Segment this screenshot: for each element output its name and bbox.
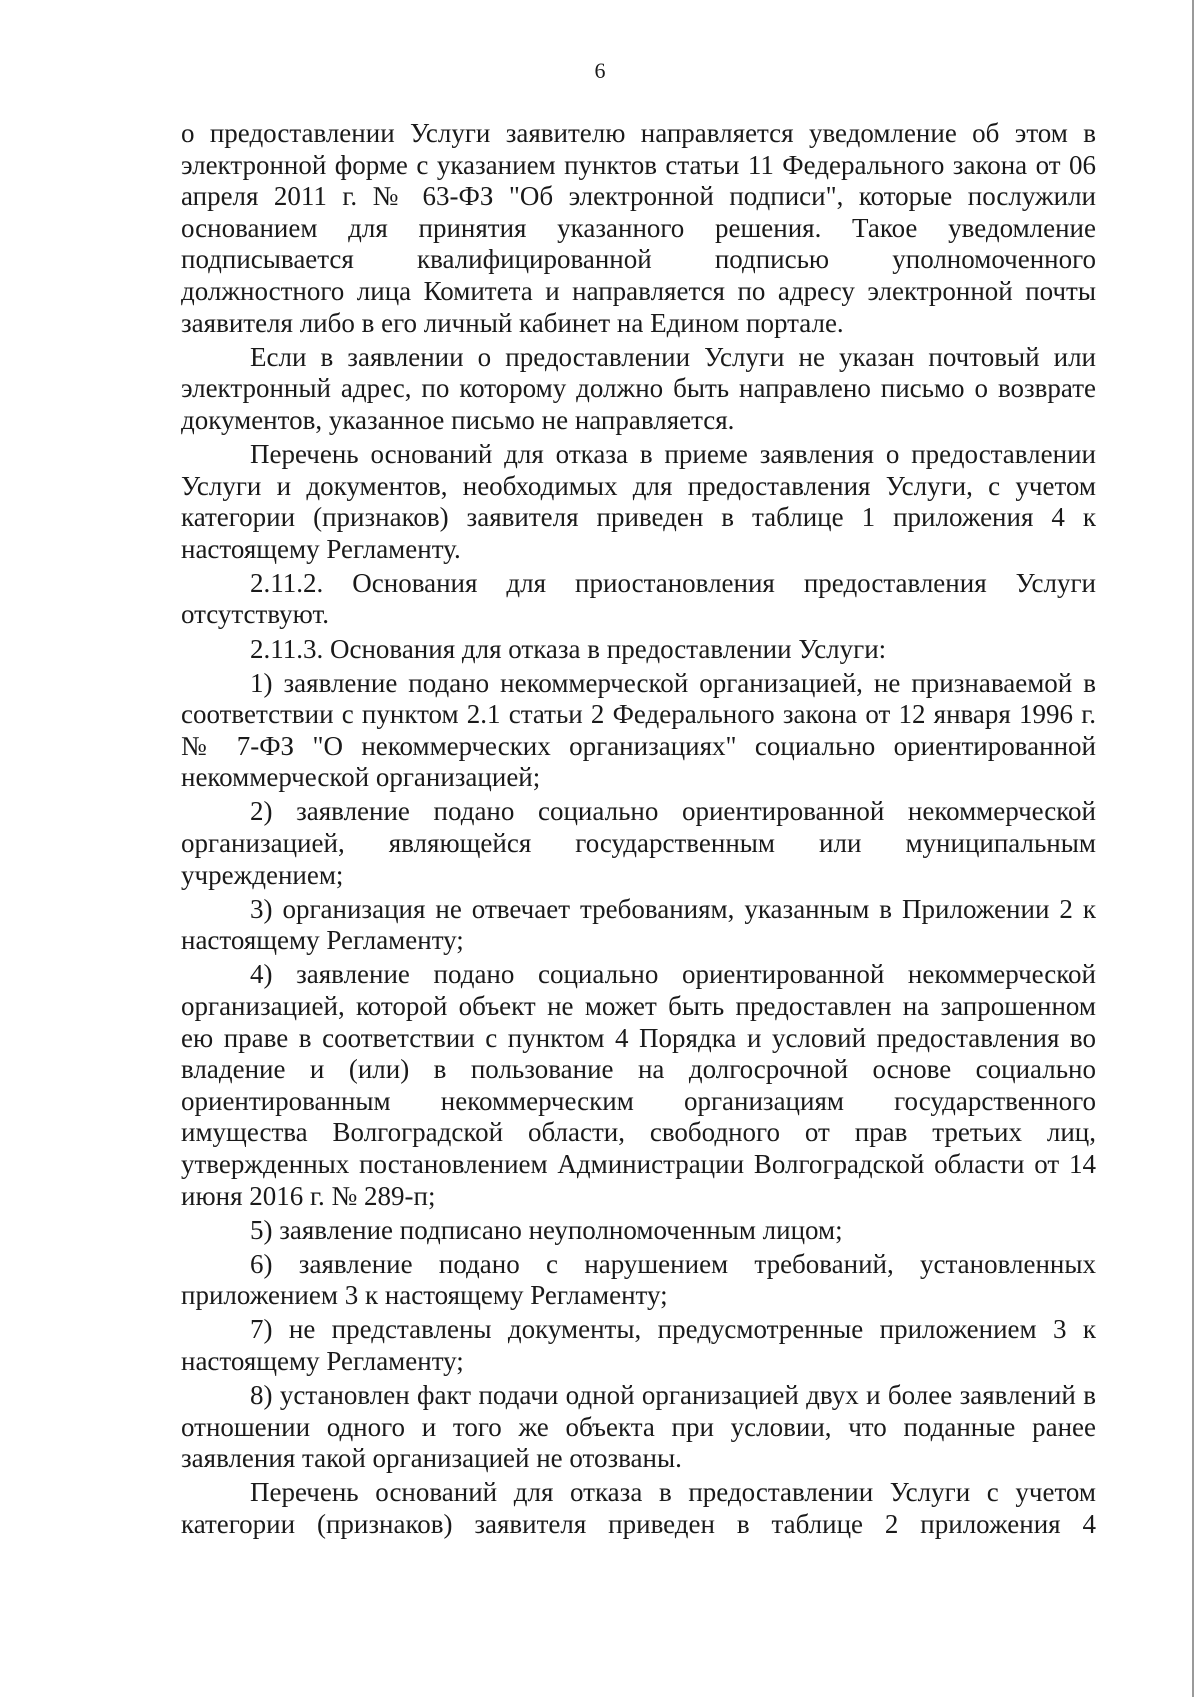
list-item-6: 6) заявление подано с нарушением требований, установленных приложением 3 к настоящему Регламенту; bbox=[181, 1248, 1096, 1311]
list-item-4: 4) заявление подано социально ориентированной некоммерческой организацией, которой объект не может быть предоставлен на запрошенном ею праве в соответствии с пунктом 4 Порядка и условий предоставления во владение и (или) в пользование на долгосрочной основе социально ориентированным некоммерческим организациям государственного имущества Волгоградской области, свободного от прав третьих лиц, утвержденных постановлением Администрации Волгоградской области от 14 июня 2016 г. № 289-п; bbox=[181, 959, 1096, 1211]
document-body bbox=[181, 118, 1096, 1543]
page-number: 6 bbox=[594, 58, 606, 83]
paragraph-missing-address: Если в заявлении о предоставлении Услуги не указан почтовый или электронный адрес, по которому должно быть направлено письмо о возврате документов, указанное письмо не направляется. bbox=[181, 341, 1096, 435]
paragraph-2-11-2: 2.11.2. Основания для приостановления предоставления Услуги отсутствуют. bbox=[181, 567, 1096, 630]
paragraph-electronic-notification: о предоставлении Услуги заявителю направляется уведомление об этом в электронной форме с указанием пунктов статьи 11 Федерального закона от 06 апреля 2011 г. № 63-ФЗ "Об электронной подписи", которые послужили основанием для принятия указанного решения. Такое уведомление подписывается квалифицированной подписью уполномоченного должностного лица Комитета и направляется по адресу электронной почты заявителя либо в его личный кабинет на Едином портале. bbox=[181, 118, 1096, 338]
list-item-1: 1) заявление подано некоммерческой организацией, не признаваемой в соответствии с пунктом 2.1 статьи 2 Федерального закона от 12 января 1996 г. № 7-ФЗ "О некоммерческих организациях" социально ориентированной некоммерческой организацией; bbox=[181, 667, 1096, 793]
list-item-8: 8) установлен факт подачи одной организацией двух и более заявлений в отношении одного и того же объекта при условии, что поданные ранее заявления такой организацией не отозваны. bbox=[181, 1380, 1096, 1474]
list-item-5: 5) заявление подписано неуполномоченным лицом; bbox=[250, 1214, 843, 1245]
paragraph-refusal-list-table-1: Перечень оснований для отказа в приеме заявления о предоставлении Услуги и документов, необходимых для предоставления Услуги, с учетом категории (признаков) заявителя приведен в таблице 1 приложения 4 к настоящему Регламенту. bbox=[181, 438, 1096, 564]
list-item-7: 7) не представлены документы, предусмотренные приложением 3 к настоящему Регламенту; bbox=[181, 1314, 1096, 1377]
paragraph-refusal-list-table-2: Перечень оснований для отказа в предоставлении Услуги с учетом категории (признаков) заявителя приведен в таблице 2 приложения 4 bbox=[181, 1477, 1096, 1540]
list-item-2: 2) заявление подано социально ориентированной некоммерческой организацией, являющейся государственным или муниципальным учреждением; bbox=[181, 796, 1096, 890]
paragraph-2-11-3: 2.11.3. Основания для отказа в предоставлении Услуги: bbox=[250, 633, 887, 664]
page-edge-line bbox=[1192, 0, 1194, 1697]
list-item-3: 3) организация не отвечает требованиям, указанным в Приложении 2 к настоящему Регламенту; bbox=[181, 893, 1096, 956]
